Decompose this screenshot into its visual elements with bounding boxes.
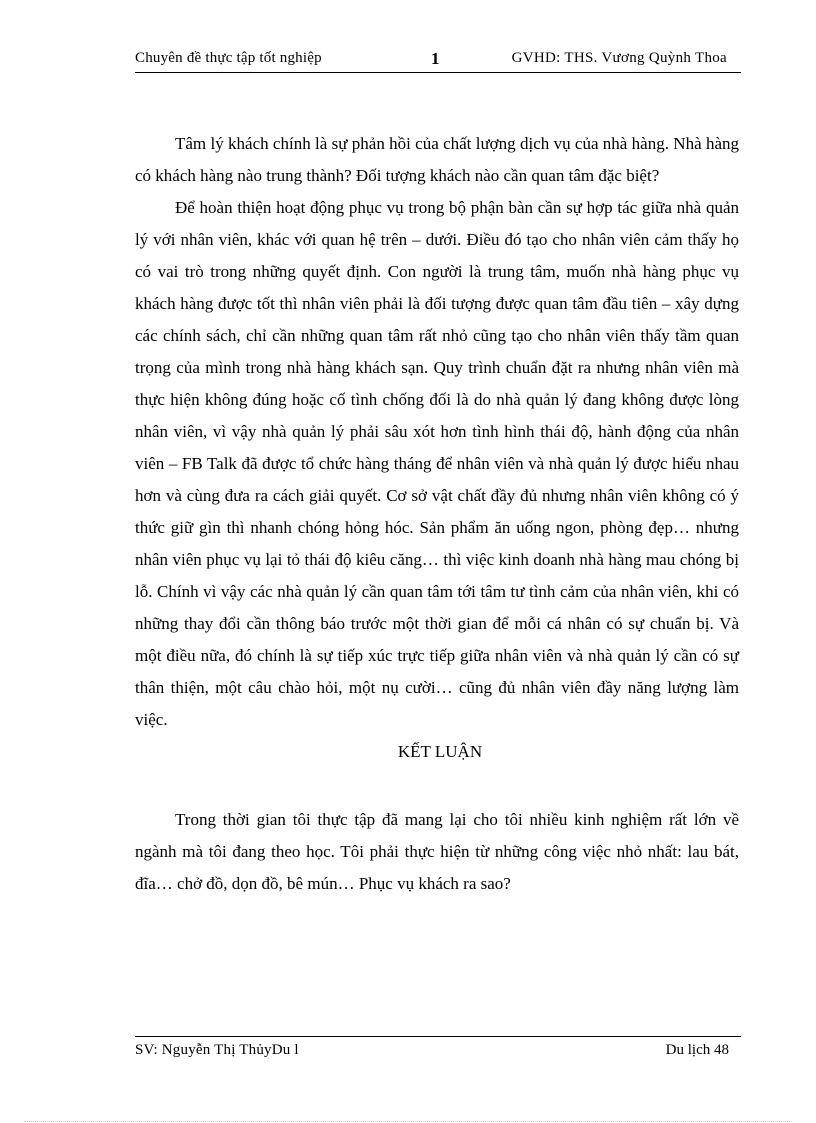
footer-student-name: SV: Nguyễn Thị ThủyDu l <box>135 1042 299 1058</box>
page-body <box>135 128 739 900</box>
body-paragraph-2: Để hoàn thiện hoạt động phục vụ trong bộ phận bàn cần sự hợp tác giữa nhà quản lý với nhân viên, khác với quan hệ trên – dưới. Điều đó tạo cho nhân viên cảm thấy họ có vai trò trong những quyết định. Con người là trung tâm, muốn nhà hàng phục vụ khách hàng được tốt thì nhân viên phải là đối tượng được quan tâm đầu tiên – xây dựng các chính sách, chỉ cần những quan tâm rất nhỏ cũng tạo cho nhân viên thấy tầm quan trọng của mình trong nhà hàng khách sạn. Quy trình chuẩn đặt ra nhưng nhân viên mà thực hiện không đúng hoặc cố tình chống đối là do nhà quản lý đang không được lòng nhân viên, vì vậy nhà quản lý phải sâu xót hơn tình hình thái độ, hành động của nhân viên – FB Talk đã được tổ chức hàng tháng để nhân viên và nhà quản lý được hiểu nhau hơn và cùng đưa ra cách giải quyết. Cơ sở vật chất đầy đủ nhưng nhân viên không có ý thức giữ gìn thì nhanh chóng hỏng hóc. Sản phẩm ăn uống ngon, phòng đẹp… nhưng nhân viên phục vụ lại tỏ thái độ kiêu căng… thì việc kinh doanh nhà hàng mau chóng bị lỗ. Chính vì vậy các nhà quản lý cần quan tâm tới tâm tư tình cảm của nhân viên, khi có những thay đổi cần thông báo trước một thời gian để mỗi cá nhân có sự chuẩn bị. Và một điều nữa, đó chính là sự tiếp xúc trực tiếp giữa nhân viên và nhà quản lý cần có sự thân thiện, một câu chào hỏi, một nụ cười… cũng đủ nhân viên đầy năng lượng làm việc. <box>135 198 739 729</box>
page-header <box>135 48 741 73</box>
body-paragraph-3: Trong thời gian tôi thực tập đã mang lại cho tôi nhiều kinh nghiệm rất lớn về ngành mà tôi đang theo học. Tôi phải thực hiện từ những công việc nhỏ nhất: lau bát, đĩa… chở đồ, dọn đồ, bê mún… Phục vụ khách ra sao? <box>135 810 739 893</box>
header-supervisor: GVHD: THS. Vương Quỳnh Thoa <box>511 50 727 66</box>
header-report-title: Chuyên đề thực tập tốt nghiệp <box>135 50 322 66</box>
body-paragraph-1: Tâm lý khách chính là sự phản hồi của chất lượng dịch vụ của nhà hàng. Nhà hàng có khách hàng nào trung thành? Đối tượng khách nào cần quan tâm đặc biệt? <box>135 134 739 185</box>
header-page-number: 1 <box>431 49 440 68</box>
page-edge-divider <box>24 1121 792 1122</box>
footer-class: Du lịch 48 <box>665 1042 729 1058</box>
section-heading-conclusion: KẾT LUẬN <box>397 742 483 761</box>
page-footer <box>135 1036 741 1063</box>
